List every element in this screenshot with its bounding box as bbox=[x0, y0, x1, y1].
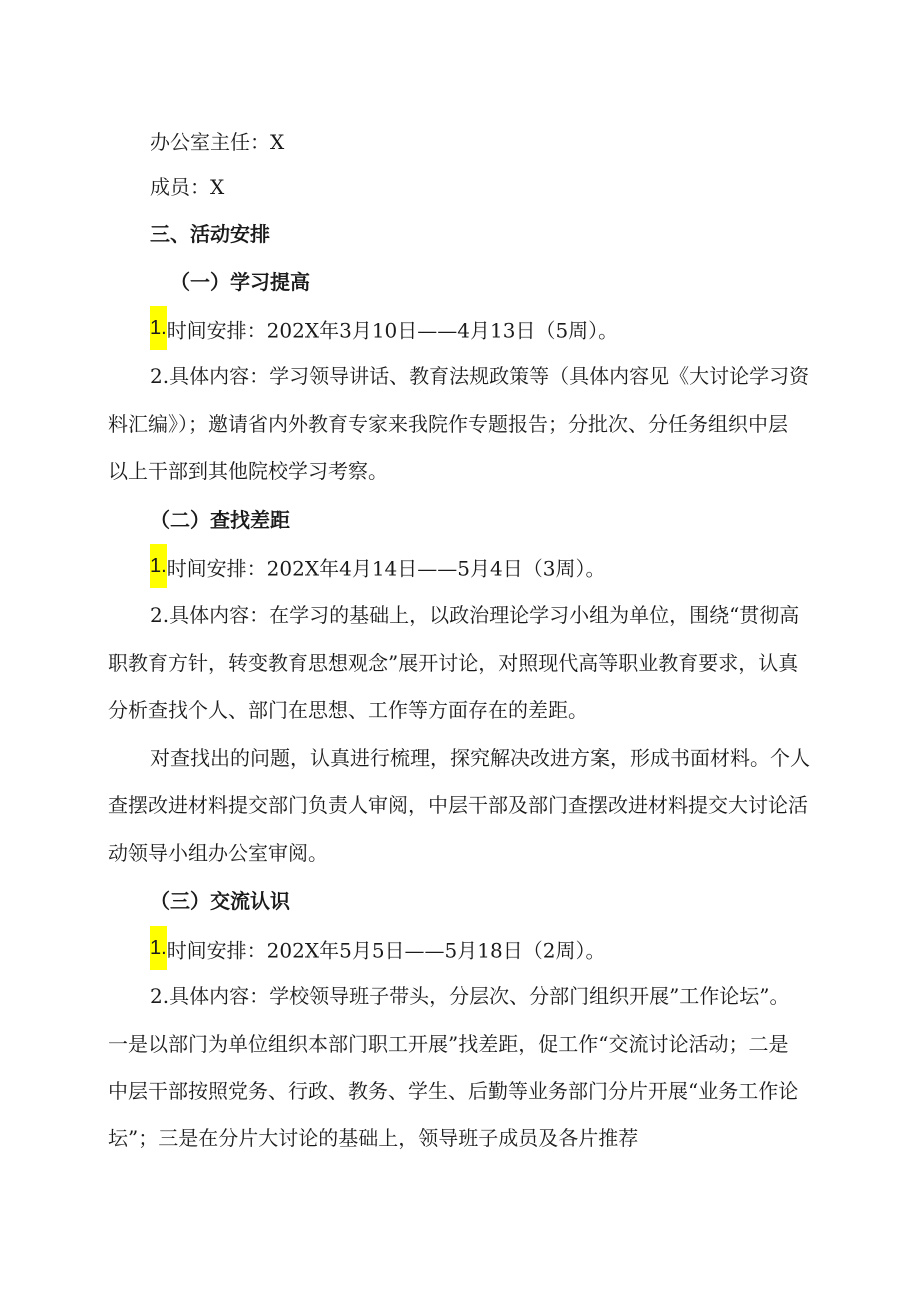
content-line: 一是以部门为单位组织本部门职工开展”找差距，促工作“交流讨论活动；二是 bbox=[108, 1032, 789, 1056]
highlighted-item-number: 1. bbox=[150, 306, 167, 350]
schedule-line-study bbox=[150, 314, 618, 350]
highlighted-item-number: 1. bbox=[150, 926, 167, 970]
content-line: 2.具体内容：学校领导班子带头，分层次、分部门组织开展”工作论坛”。 bbox=[150, 984, 790, 1008]
content-line: 料汇编》）；邀请省内外教育专家来我院作专题报告；分批次、分任务组织中层 bbox=[108, 412, 788, 436]
subheading-exchange: （三）交流认识 bbox=[150, 889, 290, 913]
schedule-text: 时间安排：202X年5月5日——5月18日（2周）。 bbox=[166, 938, 606, 963]
content-line: 2.具体内容：在学习的基础上，以政治理论学习小组为单位，围绕“贯彻高 bbox=[150, 603, 800, 627]
content-line: 坛”；三是在分片大讨论的基础上，领导班子成员及各片推荐 bbox=[108, 1126, 639, 1150]
subheading-study: （一）学习提高 bbox=[170, 270, 310, 294]
content-line: 中层干部按照党务、行政、教务、学生、后勤等业务部门分片开展“业务工作论 bbox=[108, 1079, 799, 1103]
schedule-text: 时间安排：202X年3月10日——4月13日（5周）。 bbox=[166, 318, 619, 343]
highlighted-item-number: 1. bbox=[150, 544, 167, 588]
paragraph-line: 对查找出的问题，认真进行梳理，探究解决改进方案，形成书面材料。个人 bbox=[150, 746, 810, 770]
schedule-line-find-gaps bbox=[150, 552, 605, 588]
paragraph-line: 动领导小组办公室审阅。 bbox=[108, 841, 328, 865]
schedule-line-exchange bbox=[150, 934, 605, 970]
content-line: 2.具体内容：学习领导讲话、教育法规政策等（具体内容见《大讨论学习资 bbox=[150, 364, 810, 388]
subheading-find-gaps: （二）查找差距 bbox=[150, 508, 290, 532]
office-director-line: 办公室主任：X bbox=[150, 130, 285, 154]
content-line: 职教育方针，转变教育思想观念”展开讨论，对照现代高等职业教育要求，认真 bbox=[108, 651, 799, 675]
paragraph-line: 查摆改进材料提交部门负责人审阅，中层干部及部门查摆改进材料提交大讨论活 bbox=[108, 793, 808, 817]
content-line: 分析查找个人、部门在思想、工作等方面存在的差距。 bbox=[108, 698, 588, 722]
schedule-text: 时间安排：202X年4月14日——5月4日（3周）。 bbox=[166, 556, 606, 581]
section-heading-activities: 三、活动安排 bbox=[150, 222, 270, 246]
members-line: 成员：X bbox=[150, 175, 225, 199]
content-line: 以上干部到其他院校学习考察。 bbox=[108, 459, 388, 483]
